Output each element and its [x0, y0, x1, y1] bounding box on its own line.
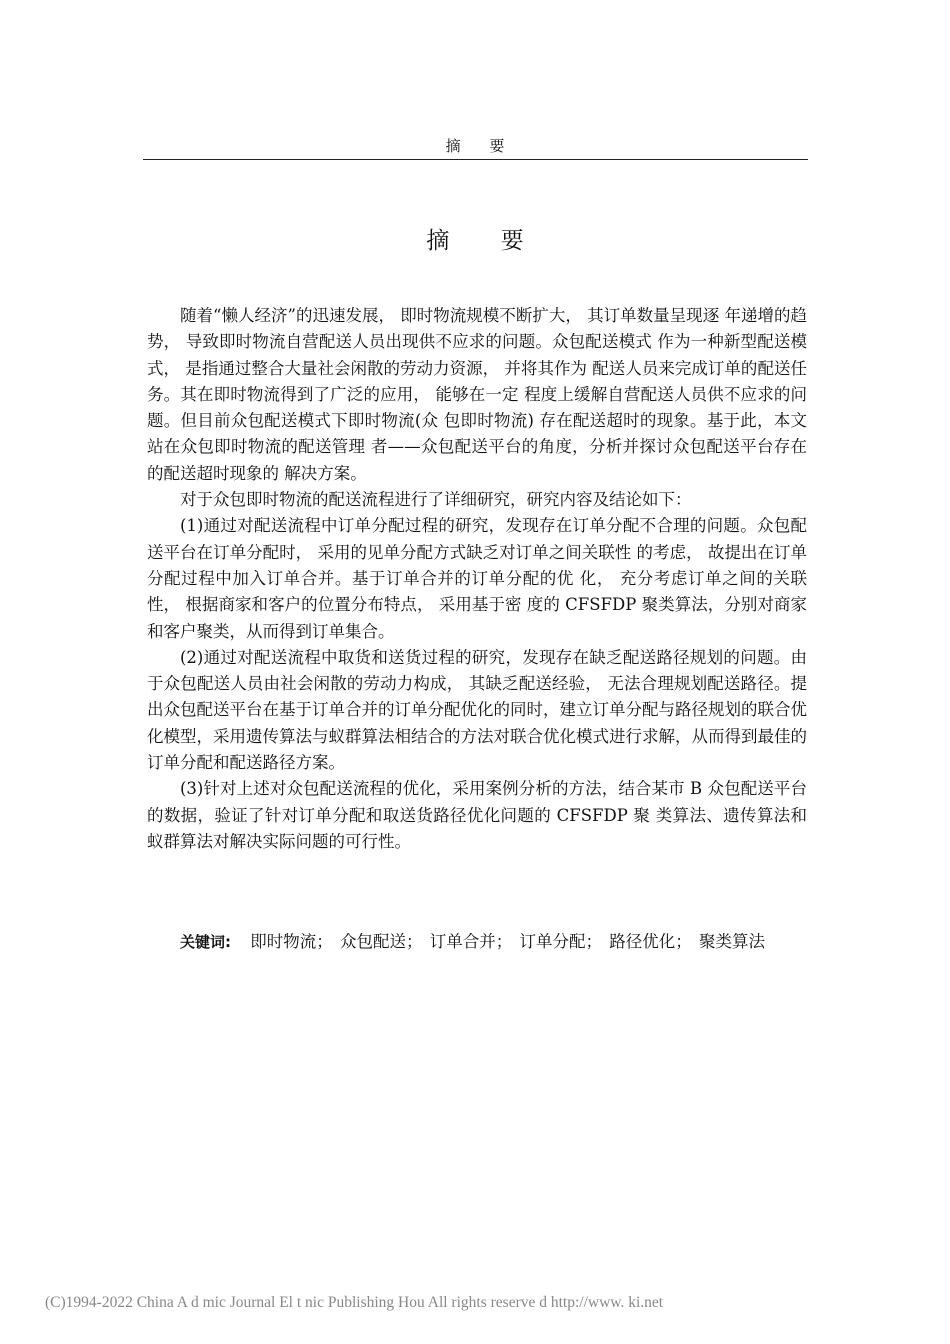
keyword: 订单合并；	[429, 932, 513, 951]
abstract-paragraph: 对于众包即时物流的配送流程进行了详细研究，研究内容及结论如下：	[180, 490, 692, 510]
abstract-body	[147, 303, 807, 855]
page-title: 摘 要	[426, 228, 546, 254]
abstract-paragraph: 随着“懒人经济”的迅速发展， 即时物流规模不断扩大， 其订单数量呈现逐 年递增的趋势， 导致即时物流自营配送人员出现供不应求的问题。众包配送模式 作为一种新型配送模式， 是指通过整合大量社会闲散的劳动力资源， 并将其作为 配送人员来完成订单的配送任务。其在即时物流得到了广泛的应用， 能够在一定 程度上缓解自营配送人员供不应求的问题。但目前众包配送模式下即时物流(众 包即时物流) 存在配送超时的现象。基于此，本文站在众包即时物流的配送管理 者——众包配送平台的角度，分析并探讨众包配送平台存在的配送超时现象的 解决方案。	[147, 306, 807, 483]
abstract-paragraph: (2)通过对配送流程中取货和送货过程的研究，发现存在缺乏配送路径规划的问题。由于众包配送人员由社会闲散的劳动力构成， 其缺乏配送经验， 无法合理规划配送路径。提出众包配送平台在基于订单合并的订单分配优化的同时，建立订单分配与路径规划的联合优化模型，采用遗传算法与蚁群算法相结合的方法对联合优化模式进行求解，从而得到最佳的订单分配和配送路径方案。	[147, 647, 807, 773]
header-rule	[143, 159, 808, 160]
keyword: 聚类算法	[699, 932, 765, 951]
keyword: 即时物流；	[250, 932, 333, 951]
keywords	[147, 929, 807, 955]
abstract-paragraph: (1)通过对配送流程中订单分配过程的研究，发现存在订单分配不合理的问题。众包配送平台在订单分配时， 采用的见单分配方式缺乏对订单之间关联性 的考虑， 故提出在订单分配过程中加入订单合并。基于订单合并的订单分配的优 化， 充分考虑订单之间的关联性， 根据商家和客户的位置分布特点， 采用基于密 度的 CFSFDP 聚类算法，分别对商家和客户聚类，从而得到订单集合。	[147, 516, 807, 641]
keywords-label: 关键词:	[180, 933, 231, 951]
running-header: 摘 要	[445, 137, 517, 155]
keyword: 路径优化；	[609, 932, 692, 951]
abstract-paragraph: (3)针对上述对众包配送流程的优化，采用案例分析的方法，结合某市 B 众包配送平台的数据，验证了针对订单分配和取送货路径优化问题的 CFSFDP 聚 类算法、遗传算法和蚁群算法对解决实际问题的可行性。	[147, 779, 807, 851]
keyword: 众包配送；	[340, 932, 423, 951]
keyword: 订单分配；	[519, 932, 602, 951]
copyright-notice: (C)1994-2022 China A d mic Journal El t nic Publishing Hou All rights reserve d http://www. ki.net	[45, 1294, 664, 1311]
